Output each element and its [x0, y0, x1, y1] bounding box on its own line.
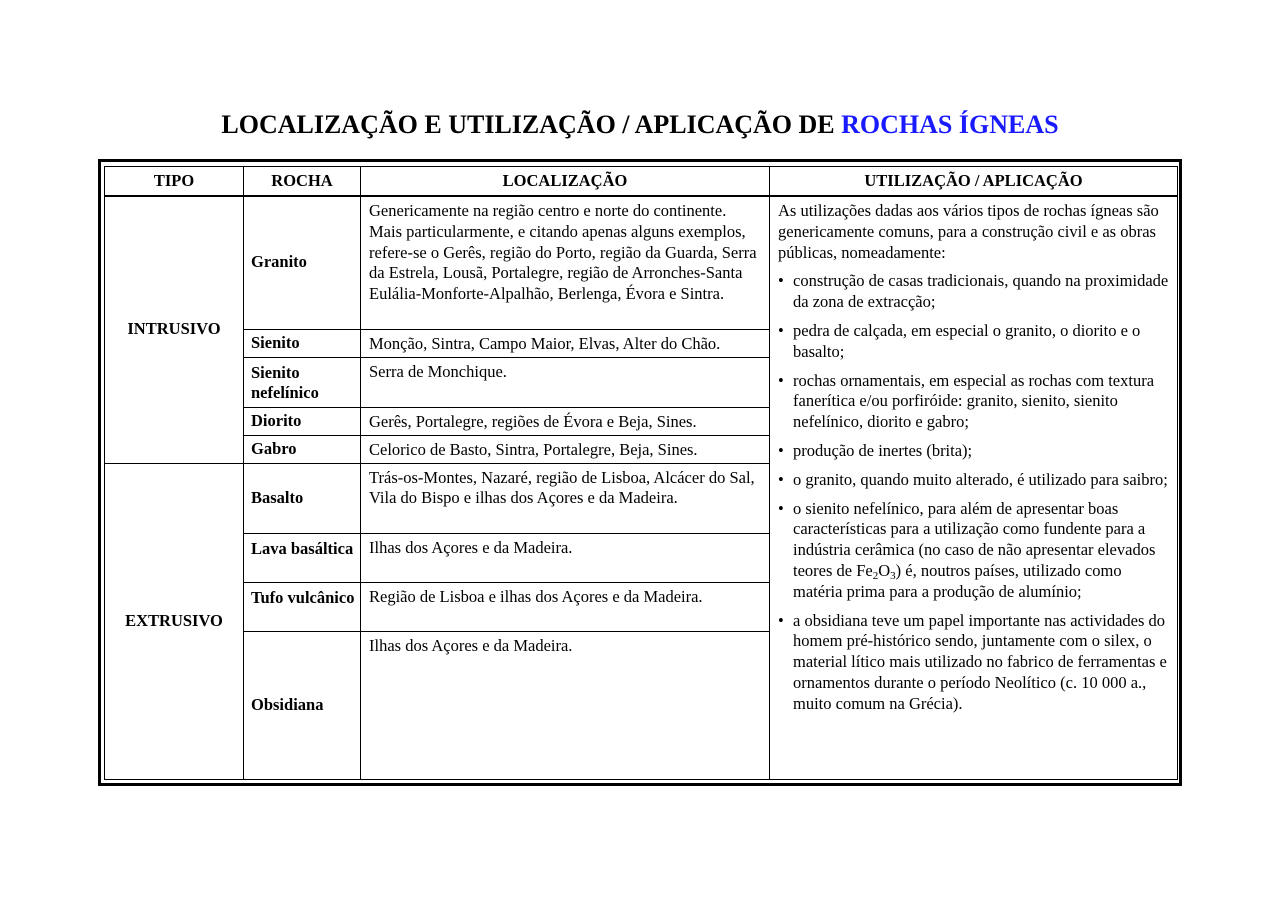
header-row — [105, 167, 1178, 197]
localizacao-cell: Ilhas dos Açores e da Madeira. — [361, 533, 770, 582]
localizacao-cell: Genericamente na região centro e norte do continente. Mais particularmente, e citando apenas alguns exemplos, refere-se o Gerês, região do Porto, região da Guarda, Serra da Estrela, Lousã, Portalegre, região de Arronches-Santa Eulália-Monforte-Alpalhão, Berlenga, Évora e Sintra. — [361, 196, 770, 329]
bullet6-after: ) é, noutros países, utilizado como matéria prima para a produção de alumínio; — [793, 560, 1122, 601]
rocha-cell: Gabro — [244, 435, 361, 463]
title-prefix: LOCALIZAÇÃO E UTILIZAÇÃO / APLICAÇÃO DE — [221, 110, 842, 139]
localizacao-cell: Trás-os-Montes, Nazaré, região de Lisboa, Alcácer do Sal, Vila do Bispo e ilhas dos Açores e da Madeira. — [361, 463, 770, 533]
localizacao-cell: Serra de Monchique. — [361, 357, 770, 407]
list-item: • construção de casas tradicionais, quando na proximidade da zona de extracção; — [778, 271, 1171, 313]
subscript-3: 3 — [890, 569, 896, 582]
utilizacao-list — [778, 271, 1171, 714]
subscript-2: 2 — [872, 569, 879, 582]
rocha-cell: Basalto — [244, 463, 361, 533]
bullet6-mid: O — [878, 560, 891, 580]
rocha-cell: Sienito nefelínico — [244, 357, 361, 407]
page-title — [0, 108, 1280, 142]
rocha-cell: Sienito — [244, 329, 361, 357]
list-item: • rochas ornamentais, em especial as rochas com textura fanerítica e/ou porfiróide: granito, sienito, sienito nefelínico, diorito e gabro; — [778, 371, 1171, 433]
rocks-table — [104, 166, 1178, 780]
localizacao-cell: Monção, Sintra, Campo Maior, Elvas, Alter do Chão. — [361, 329, 770, 357]
localizacao-cell: Gerês, Portalegre, regiões de Évora e Beja, Sines. — [361, 407, 770, 435]
bullet6-text: o sienito nefelínico, para além de apresentar boas características para a utilização como fundente para a indústria cerâmica (no caso de não apresentar elevados teores de Fe — [793, 498, 1156, 580]
list-item: • produção de inertes (brita); — [778, 441, 1171, 462]
rocha-cell: Tufo vulcânico — [244, 582, 361, 631]
group-extrusivo: EXTRUSIVO — [105, 463, 244, 779]
list-item: • pedra de calçada, em especial o granito, o diorito e o basalto; — [778, 321, 1171, 363]
table-row — [105, 196, 1178, 329]
rocha-cell: Diorito — [244, 407, 361, 435]
list-item: • o granito, quando muito alterado, é utilizado para saibro; — [778, 470, 1171, 491]
list-item — [778, 499, 1171, 603]
header-utilizacao: UTILIZAÇÃO / APLICAÇÃO — [770, 167, 1178, 197]
localizacao-cell: Região de Lisboa e ilhas dos Açores e da Madeira. — [361, 582, 770, 631]
header-tipo: TIPO — [105, 167, 244, 197]
header-localizacao: LOCALIZAÇÃO — [361, 167, 770, 197]
utilizacao-cell — [770, 196, 1178, 779]
localizacao-cell: Ilhas dos Açores e da Madeira. — [361, 631, 770, 779]
rocha-cell: Granito — [244, 196, 361, 329]
header-rocha: ROCHA — [244, 167, 361, 197]
title-highlight: ROCHAS ÍGNEAS — [841, 110, 1059, 139]
list-item: • a obsidiana teve um papel importante nas actividades do homem pré-histórico sendo, juntamente com o silex, o material lítico mais utilizado no fabrico de ferramentas e ornamentos durante o período Neolítico (c. 10 000 a., muito comum na Grécia). — [778, 611, 1171, 715]
group-intrusivo: INTRUSIVO — [105, 196, 244, 463]
rocha-cell: Lava basáltica — [244, 533, 361, 582]
localizacao-cell: Celorico de Basto, Sintra, Portalegre, Beja, Sines. — [361, 435, 770, 463]
utilizacao-intro: As utilizações dadas aos vários tipos de rochas ígneas são genericamente comuns, para a construção civil e as obras públicas, nomeadamente: — [778, 201, 1159, 262]
rocha-cell: Obsidiana — [244, 631, 361, 779]
